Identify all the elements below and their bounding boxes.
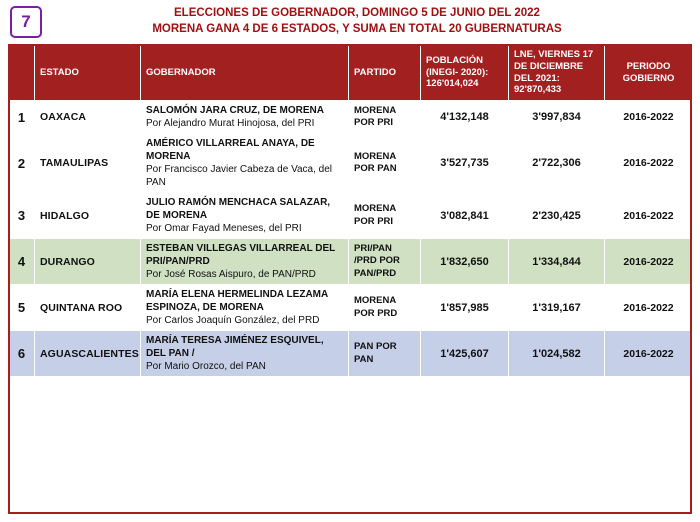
row-estado: DURANGO	[35, 239, 141, 285]
totals-spacer	[35, 377, 141, 448]
row-gobernador-sub: Por Francisco Javier Cabeza de Vaca, del PAN	[146, 164, 333, 188]
row-periodo: 2016-2022	[605, 101, 693, 134]
row-lne: 1'024,582	[509, 331, 605, 377]
totals-row	[9, 377, 693, 448]
row-gobernador-main: MARÍA TERESA JIMÉNEZ ESQUIVEL, DEL PAN /	[146, 335, 324, 359]
column-header-partido: PARTIDO	[349, 45, 421, 101]
row-number: 6	[9, 331, 35, 377]
row-gobernador-main: MARÍA ELENA HERMELINDA LEZAMA ESPINOZA, DE MORENA	[146, 289, 328, 313]
totals-spacer	[9, 377, 35, 448]
row-gobernador	[141, 134, 349, 193]
row-gobernador-sub: Por Alejandro Murat Hinojosa, del PRI	[146, 118, 315, 129]
row-gobernador-main: SALOMÓN JARA CRUZ, DE MORENA	[146, 105, 324, 116]
slide-number-badge: 7	[10, 6, 42, 38]
table-header-row	[9, 45, 693, 101]
row-poblacion: 3'527,735	[421, 134, 509, 193]
column-header-periodo: PERIODO GOBIERNO	[605, 45, 693, 101]
title-line-1: ELECCIONES DE GOBERNADOR, DOMINGO 5 DE JUNIO DEL 2022	[174, 7, 540, 20]
totals-spacer	[349, 377, 421, 448]
column-header-lne: LNE, VIERNES 17 DE DICIEMBRE DEL 2021: 92'870,433	[509, 45, 605, 101]
row-periodo: 2016-2022	[605, 331, 693, 377]
table-row	[9, 101, 693, 134]
row-number: 5	[9, 285, 35, 331]
row-gobernador-main: ESTEBAN VILLEGAS VILLARREAL DEL PRI/PAN/PRD	[146, 243, 336, 267]
table-body	[9, 101, 693, 448]
results-table	[8, 44, 693, 448]
column-header-estado: ESTADO	[35, 45, 141, 101]
row-gobernador	[141, 193, 349, 239]
row-partido: PRI/PAN /PRD POR PAN/PRD	[349, 239, 421, 285]
row-number: 4	[9, 239, 35, 285]
row-partido: MORENA POR PAN	[349, 134, 421, 193]
totals-lne: 12'629,158 VOTANTES POTENCIALES 13.59% DE LNE DEL PAÍS	[509, 377, 605, 448]
row-gobernador-main: JULIO RAMÓN MENCHACA SALAZAR, DE MORENA	[146, 197, 331, 221]
row-estado: TAMAULIPAS	[35, 134, 141, 193]
row-number: 3	[9, 193, 35, 239]
row-number: 2	[9, 134, 35, 193]
row-gobernador	[141, 239, 349, 285]
row-poblacion: 4'132,148	[421, 101, 509, 134]
row-gobernador-sub: Por José Rosas Aispuro, de PAN/PRD	[146, 269, 316, 280]
column-header-number	[9, 45, 35, 101]
table-row	[9, 134, 693, 193]
title-line-2: MORENA GANA 4 DE 6 ESTADOS, Y SUMA EN TOTAL 20 GUBERNATURAS	[152, 23, 562, 35]
totals-spacer	[141, 377, 349, 448]
row-partido: MORENA POR PRD	[349, 285, 421, 331]
column-header-gobernador: GOBERNADOR	[141, 45, 349, 101]
row-estado: OAXACA	[35, 101, 141, 134]
totals-spacer	[605, 377, 693, 448]
row-periodo: 2016-2022	[605, 285, 693, 331]
row-partido: MORENA POR PRI	[349, 101, 421, 134]
row-partido: MORENA POR PRI	[349, 193, 421, 239]
row-periodo: 2016-2022	[605, 239, 693, 285]
table-row	[9, 193, 693, 239]
table-row	[9, 285, 693, 331]
table-row	[9, 331, 693, 377]
row-estado: AGUASCALIENTES	[35, 331, 141, 377]
row-poblacion: 3'082,841	[421, 193, 509, 239]
page-header	[0, 0, 700, 44]
page-title	[48, 6, 700, 37]
row-lne: 3'997,834	[509, 101, 605, 134]
row-number: 1	[9, 101, 35, 134]
row-periodo: 2016-2022	[605, 193, 693, 239]
row-gobernador-sub: Por Mario Orozco, del PAN	[146, 361, 266, 372]
row-gobernador-main: AMÉRICO VILLARREAL ANAYA, DE MORENA	[146, 138, 315, 162]
column-header-poblacion: POBLACIÓN (INEGI- 2020): 126'014,024	[421, 45, 509, 101]
totals-poblacion: 15'858,966 HABITANTES 12.58% DEL TOTAL DEL PAÍS	[421, 377, 509, 448]
row-gobernador-sub: Por Omar Fayad Meneses, del PRI	[146, 223, 302, 234]
row-lne: 1'334,844	[509, 239, 605, 285]
row-gobernador-sub: Por Carlos Joaquín González, del PRD	[146, 315, 320, 326]
table-row	[9, 239, 693, 285]
row-poblacion: 1'425,607	[421, 331, 509, 377]
row-gobernador	[141, 285, 349, 331]
row-poblacion: 1'832,650	[421, 239, 509, 285]
row-gobernador	[141, 101, 349, 134]
row-lne: 1'319,167	[509, 285, 605, 331]
row-lne: 2'722,306	[509, 134, 605, 193]
row-gobernador	[141, 331, 349, 377]
row-estado: HIDALGO	[35, 193, 141, 239]
row-estado: QUINTANA ROO	[35, 285, 141, 331]
row-partido: PAN POR PAN	[349, 331, 421, 377]
row-lne: 2'230,425	[509, 193, 605, 239]
row-periodo: 2016-2022	[605, 134, 693, 193]
table-header	[9, 45, 693, 101]
row-poblacion: 1'857,985	[421, 285, 509, 331]
